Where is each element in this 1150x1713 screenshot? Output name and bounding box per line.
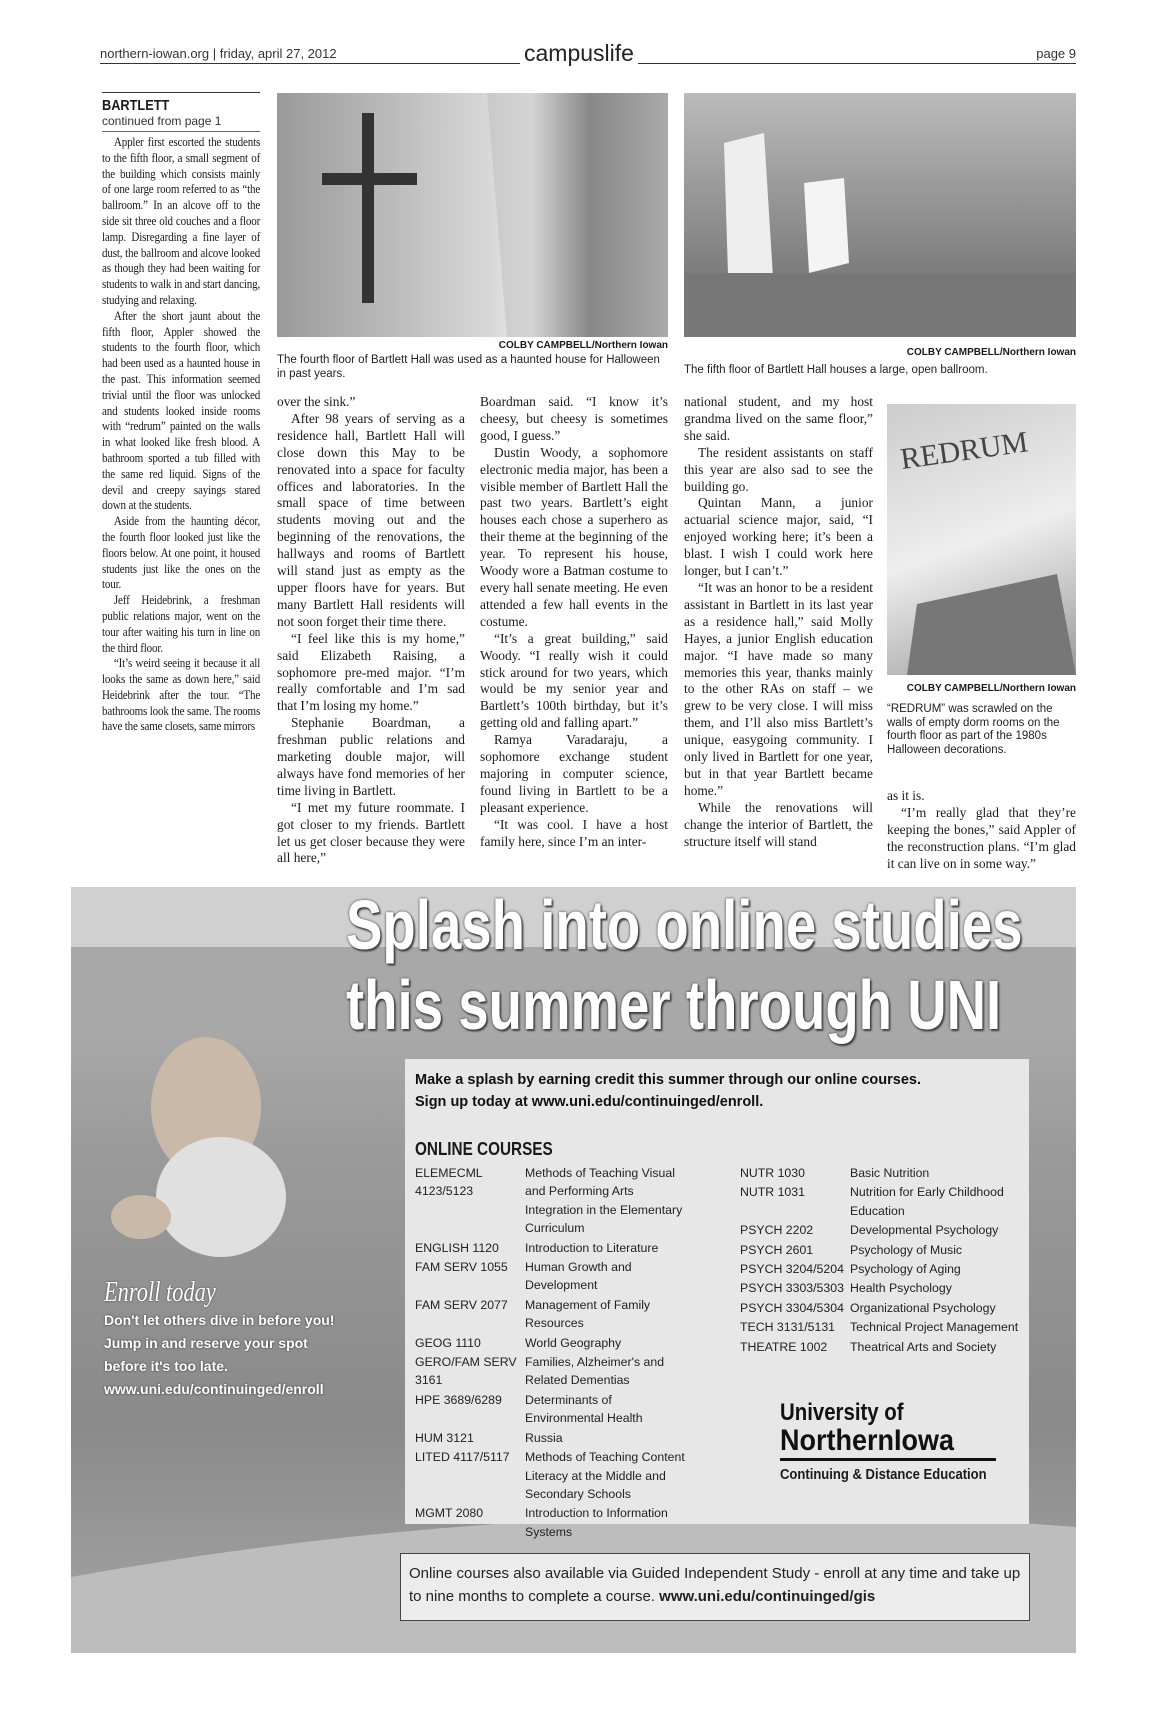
course-row	[415, 1429, 690, 1447]
article-paragraph: Dustin Woody, a sophomore electronic media major, has been a visible member of Bartlett Hall the past two years. Bartlett’s eight houses each chose a superhero as their theme at the beginning of the year. To represent his house, Woody wore a Batman costume to every hall senate meeting. He even attended a few hall events in the costume.	[480, 444, 668, 629]
course-code: PSYCH 3303/5303	[740, 1281, 844, 1296]
courses-panel	[405, 1059, 1029, 1539]
course-row	[415, 1504, 690, 1541]
article-column-3	[480, 394, 668, 850]
course-code: LITED 4117/5117	[415, 1450, 510, 1465]
course-code: PSYCH 2202	[740, 1223, 814, 1238]
cross-graffiti-image	[277, 93, 668, 337]
ad-intro	[415, 1069, 921, 1113]
course-row	[740, 1241, 1025, 1259]
course-title: Developmental Psychology	[850, 1223, 999, 1238]
course-title: Human Growth and Development	[525, 1260, 632, 1293]
article-paragraph: Quintan Mann, a junior actuarial science major, said, “I enjoyed working here; it’s been a blast. I wish I could work here longer, but I can’t.”	[684, 495, 873, 579]
article-column-1	[102, 134, 260, 734]
course-title: Nutrition for Early Childhood Education	[850, 1185, 1004, 1218]
logo-line-3: Continuing & Distance Education	[780, 1467, 987, 1483]
ballroom-image	[684, 93, 1076, 337]
course-code: TECH 3131/5131	[740, 1320, 836, 1335]
photo-ballroom	[684, 93, 1076, 337]
gis-box	[400, 1553, 1030, 1621]
course-row	[740, 1299, 1025, 1317]
svg-text:REDRUM: REDRUM	[898, 425, 1031, 476]
course-row	[740, 1221, 1025, 1239]
article-paragraph: After 98 years of serving as a residence hall, Bartlett Hall will close down this May to be renovated into a space for faculty offices and laboratories. In the small space of time between students moving out and the beginning of the renovations, the hallways and rooms of Bartlett will stand just as empty as the upper floors have for years. But many Bartlett Hall residents will not soon forget their time there.	[277, 410, 465, 629]
course-code: PSYCH 3204/5204	[740, 1262, 844, 1277]
ad-headline-line-1: Splash into online studies	[346, 887, 1023, 964]
course-code: MGMT 2080	[415, 1506, 484, 1521]
course-row	[415, 1164, 690, 1238]
uni-advertisement	[71, 887, 1076, 1653]
section-b: life	[604, 40, 634, 66]
story-kicker	[102, 92, 260, 132]
issue-date: friday, april 27, 2012	[219, 46, 337, 61]
course-code: ELEMECML 4123/5123	[415, 1166, 483, 1199]
course-code: THEATRE 1002	[740, 1339, 828, 1354]
enroll-callout	[104, 1277, 334, 1401]
uni-logo	[780, 1399, 1020, 1483]
article-column-2	[277, 394, 465, 867]
course-title: Introduction to Literature	[525, 1240, 659, 1255]
article-paragraph: While the renovations will change the interior of Bartlett, the structure itself will stand	[684, 799, 873, 849]
photo-credit: COLBY CAMPBELL/Northern Iowan	[906, 683, 1076, 694]
course-row	[415, 1391, 690, 1428]
course-title: Families, Alzheimer's and Related Dementias	[525, 1355, 665, 1388]
article-paragraph: as it is.	[887, 788, 925, 803]
course-title: Methods of Teaching Content Literacy at the Middle and Secondary Schools	[525, 1450, 685, 1501]
article-paragraph: Aside from the haunting décor, the fourth floor looked just like the floors below. At one point, it housed students just like the ones on the tour.	[102, 513, 261, 592]
course-title: Management of Family Resources	[525, 1297, 651, 1331]
course-title: Determinants of Environmental Health	[525, 1392, 643, 1426]
course-title: Russia	[525, 1430, 563, 1445]
course-row	[415, 1258, 690, 1295]
photo-credit: COLBY CAMPBELL/Northern Iowan	[498, 340, 668, 351]
article-paragraph: “I met my future roommate. I got closer to my friends. Bartlett let us get closer because they were all here,”	[277, 799, 465, 866]
article-paragraph: “It’s a great building,” said Woody. “I really wish it could stick around for two years, which would be my senior year and Bartlett’s 100th birthday, but it’s getting old and falling apart.”	[480, 630, 668, 731]
course-code: NUTR 1031	[740, 1185, 805, 1200]
article-paragraph: “I’m really glad that they’re keeping the bones,” said Appler of the reconstruction plans. “I’m glad it can live on in some way.”	[887, 804, 1076, 871]
enroll-line: before it's too late.	[104, 1358, 228, 1374]
enroll-line: Jump in and reserve your spot	[104, 1335, 308, 1351]
article-paragraph: Boardman said. “I know it’s cheesy, but cheesy is sometimes good, I guess.”	[480, 394, 668, 443]
course-code: PSYCH 2601	[740, 1242, 814, 1257]
course-code: ENGLISH 1120	[415, 1240, 499, 1255]
site-url: northern-iowan.org	[100, 46, 210, 61]
article-paragraph: over the sink.”	[277, 394, 356, 409]
article-paragraph: “I feel like this is my home,” said Elizabeth Raising, a sophomore pre-med major. “I’m really comfortable and I’m sad that I’m losing my home.”	[277, 630, 465, 714]
article-paragraph: Appler first escorted the students to the fifth floor, a small segment of the building which consists mainly of one large room referred to as “the ballroom.” In an alcove off to the side sit three old couches and a floor lamp. Disregarding a fine layer of dust, the ballroom and alcove looked as though they had been waiting for students to walk in and start dancing, studying and relaxing.	[102, 134, 261, 307]
enroll-line: Don't let others dive in before you!	[104, 1312, 335, 1328]
photo-caption: The fifth floor of Bartlett Hall houses a large, open ballroom.	[684, 364, 988, 376]
course-row	[415, 1353, 690, 1390]
ad-headline-line-2: this summer through UNI	[346, 966, 1002, 1044]
course-title: Psychology of Music	[850, 1242, 963, 1257]
article-paragraph: “It was an honor to be a resident assistant in Bartlett in its last year as a residence hall,” said Molly Hayes, a junior English education major. “I have made so many memories this year, thanks mainly to the other RAs on staff – we grew to be very close. I will miss them, and I’ll also miss Bartlett’s unique, easygoing community. I only lived in Bartlett for one year, but in that year Bartlett became home.”	[684, 579, 873, 798]
article-paragraph: Stephanie Boardman, a freshman public relations and marketing double major, will always have fond memories of her time living in Bartlett.	[277, 715, 465, 798]
enroll-url[interactable]: www.uni.edu/continuinged/enroll	[104, 1381, 324, 1397]
logo-line-2: NorthernIowa	[780, 1427, 996, 1461]
photo-credit: COLBY CAMPBELL/Northern Iowan	[906, 347, 1076, 358]
course-row	[740, 1279, 1025, 1297]
article-paragraph: The resident assistants on staff this year are also sad to see the building go.	[684, 444, 873, 494]
course-title: World Geography	[525, 1335, 622, 1350]
course-row	[740, 1338, 1025, 1356]
course-title: Introduction to Information Systems	[525, 1506, 668, 1539]
photo-fourth-floor	[277, 93, 668, 337]
page-number: page 9	[1036, 46, 1076, 61]
course-title: Methods of Teaching Visual and Performing Arts Integration in the Elementary Curriculum	[525, 1166, 683, 1236]
intro-line-1: Make a splash by earning credit this summer through our online courses.	[415, 1072, 922, 1088]
article-column-4	[684, 394, 873, 850]
article-paragraph: Ramya Varadaraju, a sophomore exchange student majoring in computer science, found living in Bartlett to be a pleasant experience.	[480, 732, 668, 815]
photo-caption: “REDRUM” was scrawled on the walls of empty dorm rooms on the fourth floor as part of the 1980s Halloween decorations.	[887, 703, 1060, 756]
course-title: Organizational Psychology	[850, 1300, 996, 1315]
article-paragraph: After the short jaunt about the fifth floor, Appler showed the students to the fourth floor, which had been used as a haunted house in the past. This information seemed trivial until the floor was unlocked and students looked inside rooms with “redrum” painted on the walls in what looked like fresh blood. A bathroom sported a tub filled with the same red liquid. Signs of the devil and creepy sayings stared down at the students.	[102, 307, 261, 513]
course-row	[415, 1334, 690, 1352]
enroll-title: Enroll today	[104, 1277, 216, 1308]
section-a: campus	[524, 40, 605, 66]
story-title: BARTLETT	[102, 97, 170, 114]
photo-caption: The fourth floor of Bartlett Hall was used as a haunted house for Halloween in past years.	[277, 354, 660, 380]
article-paragraph: “It was cool. I have a host family here, since I’m an inter-	[480, 816, 668, 849]
course-code: NUTR 1030	[740, 1166, 805, 1180]
courses-list-left	[415, 1164, 690, 1542]
course-title: Theatrical Arts and Society	[850, 1339, 997, 1354]
intro-line-2[interactable]: Sign up today at www.uni.edu/continuinged/enroll.	[415, 1094, 764, 1110]
courses-heading: ONLINE COURSES	[415, 1139, 553, 1159]
course-code: GEOG 1110	[415, 1335, 481, 1350]
course-row	[740, 1318, 1025, 1336]
course-code: HUM 3121	[415, 1430, 474, 1445]
course-title: Technical Project Management	[850, 1320, 1019, 1335]
courses-list-right	[740, 1164, 1025, 1357]
course-row	[415, 1296, 690, 1333]
course-row	[740, 1164, 1025, 1182]
article-column-5	[887, 788, 1076, 873]
course-title: Psychology of Aging	[850, 1262, 961, 1277]
article-paragraph: Jeff Heidebrink, a freshman public relations major, went on the tour after waiting his turn in line on the third floor.	[102, 592, 261, 655]
course-title: Basic Nutrition	[850, 1166, 930, 1180]
redrum-bed-image	[887, 404, 1076, 675]
page-header	[100, 40, 1076, 64]
article-paragraph: “It’s weird seeing it because it all looks the same as down here,” said Heidebrink after the tour. “The bathrooms look the same. The rooms have the same closets, same mirrors	[102, 655, 261, 734]
course-row	[740, 1183, 1025, 1220]
course-code: GERO/FAM SERV 3161	[415, 1355, 517, 1388]
course-row	[740, 1260, 1025, 1278]
gis-url[interactable]: www.uni.edu/continuinged/gis	[659, 1588, 876, 1605]
course-code: PSYCH 3304/5304	[740, 1300, 844, 1315]
gis-text: Online courses also available via Guided Independent Study - enroll at any time and take up to nine months to complete a course.	[409, 1565, 1021, 1605]
course-row	[415, 1239, 690, 1257]
course-title: Health Psychology	[850, 1281, 952, 1296]
separator: |	[212, 46, 217, 61]
logo-line-1: University of	[780, 1399, 904, 1426]
course-code: FAM SERV 1055	[415, 1260, 508, 1275]
course-code: FAM SERV 2077	[415, 1297, 508, 1312]
section-title	[520, 40, 638, 67]
article-paragraph: national student, and my host grandma lived on the same floor,” she said.	[684, 394, 873, 443]
jump-line: continued from page 1	[102, 114, 260, 132]
photo-redrum	[887, 404, 1076, 675]
header-site-date	[100, 46, 337, 61]
course-code: HPE 3689/6289	[415, 1392, 502, 1407]
course-row	[415, 1448, 690, 1503]
